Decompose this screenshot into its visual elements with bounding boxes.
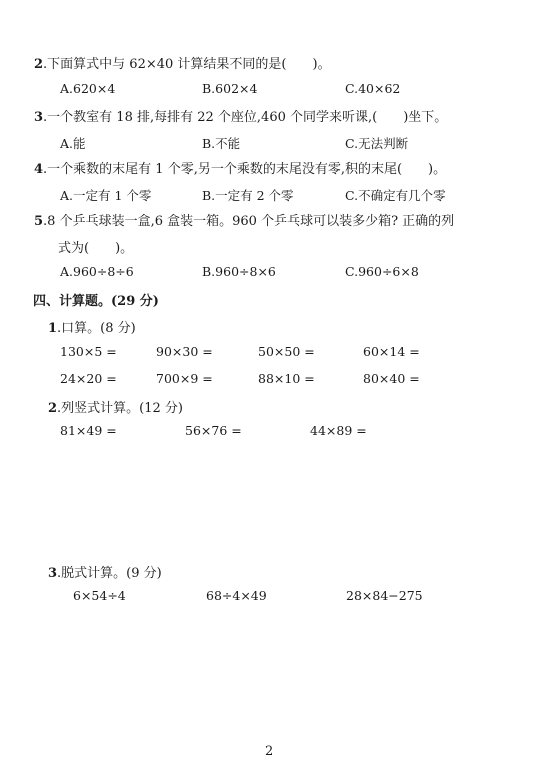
option-c: C.不确定有几个零 <box>345 188 446 203</box>
question-number: 4 <box>34 162 44 177</box>
question-text: .8 个乒乓球装一盒,6 盒装一箱。960 个乒乓球可以装多少箱? 正确的列 <box>43 214 455 229</box>
option-c: C.无法判断 <box>345 136 409 151</box>
question-text: .一个乘数的末尾有 1 个零,另一个乘数的末尾没有零,积的末尾( )。 <box>43 162 447 177</box>
question-text: .一个教室有 18 排,每排有 22 个座位,460 个同学来听课,( )坐下。 <box>43 110 448 125</box>
vertical-calc-item: 56×76 = <box>185 423 242 438</box>
oral-calc-item: 130×5 = <box>60 344 117 359</box>
oral-calc-item: 90×30 = <box>156 344 213 359</box>
oral-calc-item: 80×40 = <box>363 371 420 386</box>
part-2-title <box>48 397 183 416</box>
question-number: 2 <box>34 57 44 72</box>
question-2 <box>34 53 331 72</box>
option-a: A.能 <box>60 136 86 151</box>
part-number: 2 <box>48 401 58 416</box>
oral-calc-item: 700×9 = <box>156 371 213 386</box>
part-title-text: .列竖式计算。(12 分) <box>57 401 183 416</box>
step-calc-item: 28×84−275 <box>346 588 423 603</box>
question-5 <box>34 210 454 229</box>
question-4 <box>34 158 446 177</box>
vertical-calc-item: 81×49 = <box>60 423 117 438</box>
section-title: 四、计算题。(29 分) <box>33 294 159 309</box>
option-b: B.602×4 <box>202 81 258 96</box>
question-3 <box>34 106 447 125</box>
step-calc-item: 6×54÷4 <box>73 588 126 603</box>
part-number: 3 <box>48 566 58 581</box>
question-number: 5 <box>34 214 44 229</box>
part-1-title <box>48 317 136 336</box>
option-a: A.620×4 <box>60 81 116 96</box>
option-a: A.一定有 1 个零 <box>60 188 152 203</box>
page-number: 2 <box>265 744 274 759</box>
option-a: A.960÷8÷6 <box>60 264 134 279</box>
oral-calc-item: 60×14 = <box>363 344 420 359</box>
option-b: B.960÷8×6 <box>202 264 276 279</box>
part-3-title <box>48 562 162 581</box>
oral-calc-item: 24×20 = <box>60 371 117 386</box>
part-title-text: .脱式计算。(9 分) <box>57 566 162 581</box>
option-b: B.一定有 2 个零 <box>202 188 294 203</box>
question-text-continued: 式为( )。 <box>58 241 134 256</box>
option-c: C.960÷6×8 <box>345 264 419 279</box>
part-title-text: .口算。(8 分) <box>57 321 136 336</box>
step-calc-item: 68÷4×49 <box>206 588 267 603</box>
option-c: C.40×62 <box>345 81 401 96</box>
vertical-calc-item: 44×89 = <box>310 423 367 438</box>
question-text: .下面算式中与 62×40 计算结果不同的是( )。 <box>43 57 331 72</box>
oral-calc-item: 50×50 = <box>258 344 315 359</box>
part-number: 1 <box>48 321 58 336</box>
option-b: B.不能 <box>202 136 241 151</box>
oral-calc-item: 88×10 = <box>258 371 315 386</box>
question-number: 3 <box>34 110 44 125</box>
